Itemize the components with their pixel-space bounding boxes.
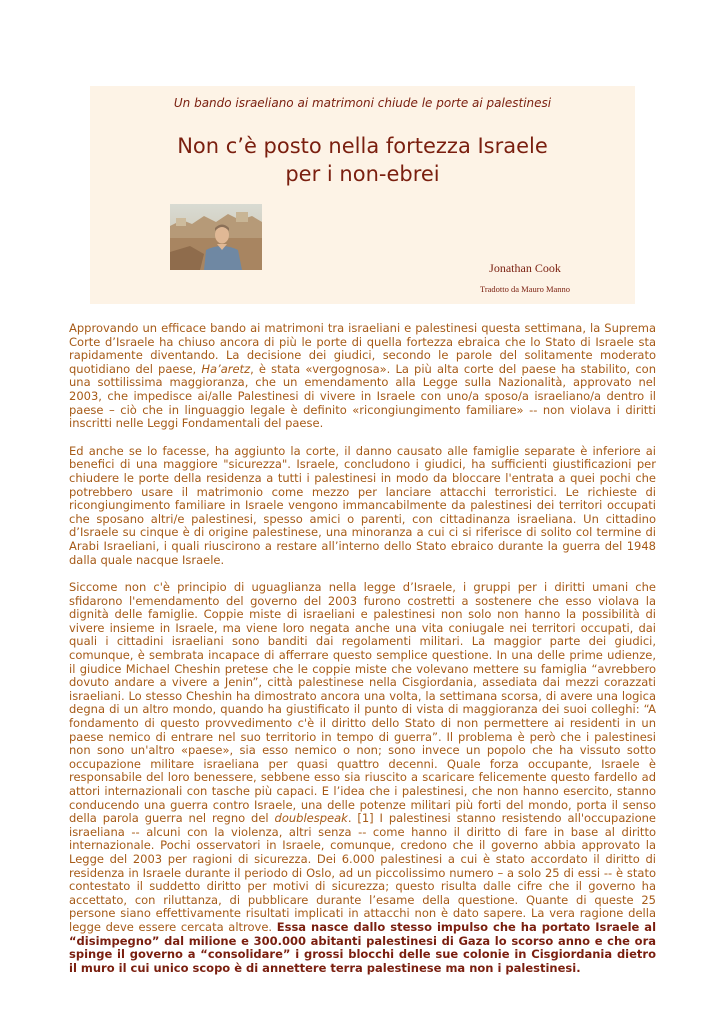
author-name: Jonathan Cook <box>489 261 561 275</box>
article-body <box>69 322 656 989</box>
paragraph-1 <box>69 322 656 431</box>
article-header <box>90 86 635 304</box>
paragraph-1-part-a: Approvando un efficace bando ai matrimoni tra israeliani e palestinesi questa settimana, la Suprema Corte d’Israele ha chiuso ancora di più le porte di quella fortezza ebraica che lo Stato di Israele sta rapidamente diventando. La decisione dei giudici, secondo le parole del solitamente moderato quotidiano del paese, <box>69 321 656 376</box>
paragraph-1-part-b: , è stata «vergognosa». La più alta corte del paese ha stabilito, con una sottilissima maggioranza, che un emendamento alla Legge sulla Nazionalità, approvato nel 2003, che impedisce ai/alle Palestinesi di vivere in Israele con uno/a sposo/a israeliano/a dentro il paese – ciò che in linguaggio legale è definito «ricongiungimento familiare» -- non violava i diritti inscritti nelle Leggi Fondamentali del paese. <box>69 361 656 431</box>
translator-credit: Tradotto da Mauro Manno <box>479 284 571 294</box>
author-photo <box>170 204 262 270</box>
title-line-1: Non c’è posto nella fortezza Israele <box>177 134 548 158</box>
newspaper-name: Ha’aretz <box>201 361 251 376</box>
article-title <box>90 132 635 188</box>
doublespeak-term: doublespeak <box>274 811 348 826</box>
paragraph-3-part-b: . [1] I palestinesi stanno resistendo all'occupazione israeliana -- alcuni con la violenza, altri senza -- come hanno il diritto di fare in base al diritto internazionale. Pochi osservatori in Israele, comunque, credono che il governo abbia approvato la Legge del 2003 per ragioni di sicurezza. Dei 6.000 palestinesi a cui è stato accordato il diritto di residenza in Israele durante il periodo di Oslo, ad un piccolissimo numero – a solo 25 di essi -- è stato contestato il suddetto diritto per motivi di sicurezza; questo risulta dalle cifre che il governo ha accettato, con riluttanza, di pubblicare durante l’esame della questione. Quante di queste 25 persone siano effettivamente risultati implicati in attacchi non è dato sapere. La vera ragione della legge deve essere cercata altrove. <box>69 811 656 934</box>
paragraph-3-bold-conclusion: Essa nasce dallo stesso impulso che ha portato Israele al “disimpegno” dal milione e 300.000 abitanti palestinesi di Gaza lo scorso anno e che ora spinge il governo a “consolidare” i grossi blocchi delle sue colonie in Cisgiordania dietro il muro il cui unico scopo è di annettere terra palestinese ma non i palestinesi. <box>69 919 657 975</box>
title-line-2: per i non-ebrei <box>285 162 440 186</box>
article-kicker: Un bando israeliano ai matrimoni chiude le porte ai palestinesi <box>173 96 552 110</box>
paragraph-3-part-a: Siccome non c'è principio di uguaglianza nella legge d’Israele, i gruppi per i diritti umani che sfidarono l'emendamento del governo del 2003 furono costretti a sostenere che esso violava la dignità delle famiglie. Coppie miste di israeliani e palestinesi non solo non hanno la possibilità di vivere insieme in Israele, ma viene loro negata anche una vita coniugale nei territori occupati, dai quali i cittadini israeliani sono banditi dai regolamenti militari. La maggior parte dei giudici, comunque, è sembrata incapace di afferrare questo semplice questione. In una delle prime udienze, il giudice Michael Cheshin pretese che le coppie miste che volevano mettere su famiglia “avrebbero dovuto andare a vivere a Jenin”, città palestinese nella Cisgiordania, assediata dai mezzi corazzati israeliani. Lo stesso Cheshin ha dimostrato ancora una volta, la settimana scorsa, di avere una logica degna di un altro mondo, quando ha giustificato il punto di vista di maggioranza dei suoi colleghi: “A fondamento di questo provvedimento c'è il diritto dello Stato di non permettere ai residenti in un paese nemico di entrare nel suo territorio in tempo di guerra”. Il problema è però che i palestinesi non sono un'altro «paese», sia esso nemico o non; sono invece un popolo che ha vissuto sotto occupazione militare israeliana per quasi quattro decenni. Quale forza occupante, Israele è responsabile del loro benessere, sebbene esso sia riuscito a scaricare felicemente questo fardello ad attori internazionali con tasche più capaci. E l’idea che i palestinesi, che non hanno esercito, stanno conducendo una guerra contro Israele, una delle potenze militari più forti del mondo, porta il senso della parola guerra nel regno del <box>69 580 656 826</box>
paragraph-2: Ed anche se lo facesse, ha aggiunto la corte, il danno causato alle famiglie separate è inferiore ai benefici di una maggiore "sicurezza". Israele, concludono i giudici, ha sufficienti giustificazioni per chiudere le porte della residenza a tutti i palestinesi in modo da bloccare l'entrata a quei pochi che potrebbero usare il matrimonio come mezzo per lanciare attacchi terroristici. Le richieste di ricongiungimento familiare in Israele vengono immancabilmente da palestinesi dei territori occupati che sposano altri/e palestinesi, spesso amici o parenti, con cittadinanza israeliana. Un cittadino d’Israele su cinque è di origine palestinese, una minoranza a cui ci si riferisce di solito col termine di Arabi Israeliani, i quali riuscirono a restare all’interno dello Stato ebraico durante la guerra del 1948 dalla quale nacque Israele. <box>69 443 656 567</box>
paragraph-3 <box>69 581 656 975</box>
author-photo-image <box>170 204 262 270</box>
